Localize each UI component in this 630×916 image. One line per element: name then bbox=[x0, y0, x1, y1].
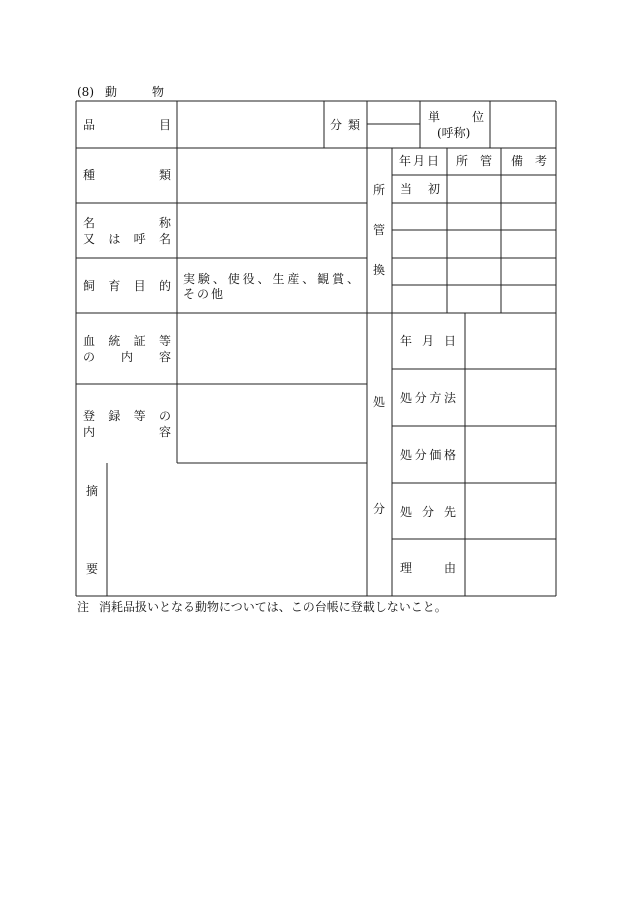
disposal-price-label bbox=[400, 448, 456, 462]
purpose-value-char: 観 bbox=[317, 272, 330, 286]
purpose-label-char: 育 bbox=[108, 279, 121, 293]
pedigree-label-line2 bbox=[83, 350, 171, 364]
custody-header-date bbox=[399, 154, 439, 168]
kind-label-char: 種 bbox=[83, 168, 96, 182]
disposal-vertical-top: 処 bbox=[373, 395, 386, 409]
custody-vertical-char-2: 管 bbox=[373, 223, 386, 237]
classification-label-char: 分 bbox=[330, 118, 343, 132]
pedigree-label-char: の bbox=[83, 350, 96, 364]
classification-label-char: 類 bbox=[347, 118, 360, 132]
disposal-label-char: 処 bbox=[400, 505, 413, 519]
name-label-line1 bbox=[83, 216, 171, 230]
custody-header-char: 所 bbox=[456, 154, 469, 168]
name-label-line2 bbox=[83, 232, 171, 246]
purpose-value-char: 、 bbox=[302, 272, 315, 286]
custody-initial-char: 初 bbox=[427, 182, 440, 196]
purpose-value-line2 bbox=[183, 287, 223, 301]
section-title-char-2: 物 bbox=[152, 85, 165, 99]
custody-header-char: 管 bbox=[479, 154, 492, 168]
purpose-value-char: 役 bbox=[242, 272, 255, 286]
registration-label-line2 bbox=[83, 425, 171, 439]
unit-label bbox=[428, 110, 484, 124]
unit-label-char: 単 bbox=[428, 110, 441, 124]
purpose-value-char: 実 bbox=[183, 272, 196, 286]
registration-label-char: の bbox=[158, 409, 171, 423]
purpose-value-char: 生 bbox=[272, 272, 285, 286]
purpose-value-line1 bbox=[183, 272, 359, 286]
purpose-value-char: 使 bbox=[227, 272, 240, 286]
name-label-char: 名 bbox=[83, 216, 96, 230]
disposal-label-char: 年 bbox=[400, 334, 413, 348]
custody-vertical-char-3: 換 bbox=[373, 263, 386, 277]
purpose-value-char: そ bbox=[183, 287, 196, 301]
pedigree-label-char: 容 bbox=[158, 350, 171, 364]
registration-label-char: 内 bbox=[83, 425, 96, 439]
registration-label-char: 録 bbox=[108, 409, 121, 423]
purpose-label bbox=[83, 279, 171, 293]
unit-label-char: 位 bbox=[471, 110, 484, 124]
disposal-label-char: 由 bbox=[443, 561, 456, 575]
item-label-char: 品 bbox=[83, 118, 96, 132]
custody-initial-char: 当 bbox=[400, 182, 413, 196]
section-number: (8) bbox=[77, 85, 94, 99]
purpose-value-char: 験 bbox=[197, 272, 210, 286]
disposal-date-label bbox=[400, 334, 456, 348]
item-value-cell[interactable] bbox=[180, 104, 320, 144]
purpose-value-char: 他 bbox=[210, 287, 223, 301]
item-label bbox=[83, 118, 171, 132]
kind-label-char: 類 bbox=[158, 168, 171, 182]
purpose-label-char: 飼 bbox=[83, 279, 96, 293]
purpose-label-char: 目 bbox=[133, 279, 146, 293]
purpose-label-char: 的 bbox=[158, 279, 171, 293]
pedigree-label-char: 統 bbox=[108, 334, 121, 348]
disposal-label-char: 理 bbox=[400, 561, 413, 575]
registration-label-char: 登 bbox=[83, 409, 96, 423]
purpose-value-char: 産 bbox=[287, 272, 300, 286]
custody-header-char: 日 bbox=[426, 154, 439, 168]
disposal-label-char: 日 bbox=[443, 334, 456, 348]
disposal-method-label bbox=[400, 391, 456, 405]
disposal-label-char: 格 bbox=[443, 448, 456, 462]
purpose-value-char: 、 bbox=[257, 272, 270, 286]
pedigree-label-char: 証 bbox=[133, 334, 146, 348]
purpose-value-char: 、 bbox=[346, 272, 359, 286]
disposal-label-char: 価 bbox=[429, 448, 442, 462]
disposal-destination-label bbox=[400, 505, 456, 519]
custody-header-char: 備 bbox=[511, 154, 524, 168]
kind-label bbox=[83, 168, 171, 182]
custody-header-char: 年 bbox=[399, 154, 412, 168]
purpose-value-char: 、 bbox=[212, 272, 225, 286]
item-label-char: 目 bbox=[158, 118, 171, 132]
disposal-reason-label bbox=[400, 561, 456, 575]
footnote-text: 消耗品扱いとなる動物については、この台帳に登載しないこと。 bbox=[99, 600, 447, 614]
name-label-char: 名 bbox=[158, 232, 171, 246]
section-title-char-1: 動 bbox=[105, 85, 118, 99]
disposal-label-char: 処 bbox=[400, 448, 413, 462]
footnote-prefix: 注 bbox=[77, 600, 90, 614]
disposal-label-char: 分 bbox=[414, 391, 427, 405]
pedigree-label-char: 血 bbox=[83, 334, 96, 348]
disposal-label-char: 方 bbox=[429, 391, 442, 405]
custody-header-char: 考 bbox=[534, 154, 547, 168]
disposal-label-char: 法 bbox=[443, 391, 456, 405]
name-label-char: は bbox=[108, 232, 121, 246]
custody-header-char: 月 bbox=[412, 154, 425, 168]
disposal-label-char: 月 bbox=[421, 334, 434, 348]
disposal-label-char: 先 bbox=[443, 505, 456, 519]
custody-initial bbox=[400, 182, 440, 196]
pedigree-label-char: 等 bbox=[158, 334, 171, 348]
disposal-label-char: 処 bbox=[400, 391, 413, 405]
name-label-char: 又 bbox=[83, 232, 96, 246]
purpose-value-char: の bbox=[196, 287, 209, 301]
disposal-label-char: 分 bbox=[414, 448, 427, 462]
disposal-label-char: 分 bbox=[421, 505, 434, 519]
custody-header-remarks bbox=[511, 154, 547, 168]
registration-label-line1 bbox=[83, 409, 171, 423]
name-label-char: 呼 bbox=[133, 232, 146, 246]
registration-label-char: 容 bbox=[158, 425, 171, 439]
purpose-value-char: 賞 bbox=[332, 272, 345, 286]
custody-vertical-char-1: 所 bbox=[373, 183, 386, 197]
pedigree-label-char: 内 bbox=[120, 350, 133, 364]
remarks-label-bottom: 要 bbox=[86, 562, 99, 576]
classification-label bbox=[330, 118, 360, 132]
name-label-char: 称 bbox=[158, 216, 171, 230]
remarks-label-top: 摘 bbox=[86, 484, 99, 498]
disposal-vertical-bottom: 分 bbox=[373, 502, 386, 516]
pedigree-label-line1 bbox=[83, 334, 171, 348]
registration-label-char: 等 bbox=[133, 409, 146, 423]
unit-sub-label: (呼称) bbox=[437, 126, 471, 140]
custody-header-office bbox=[456, 154, 492, 168]
